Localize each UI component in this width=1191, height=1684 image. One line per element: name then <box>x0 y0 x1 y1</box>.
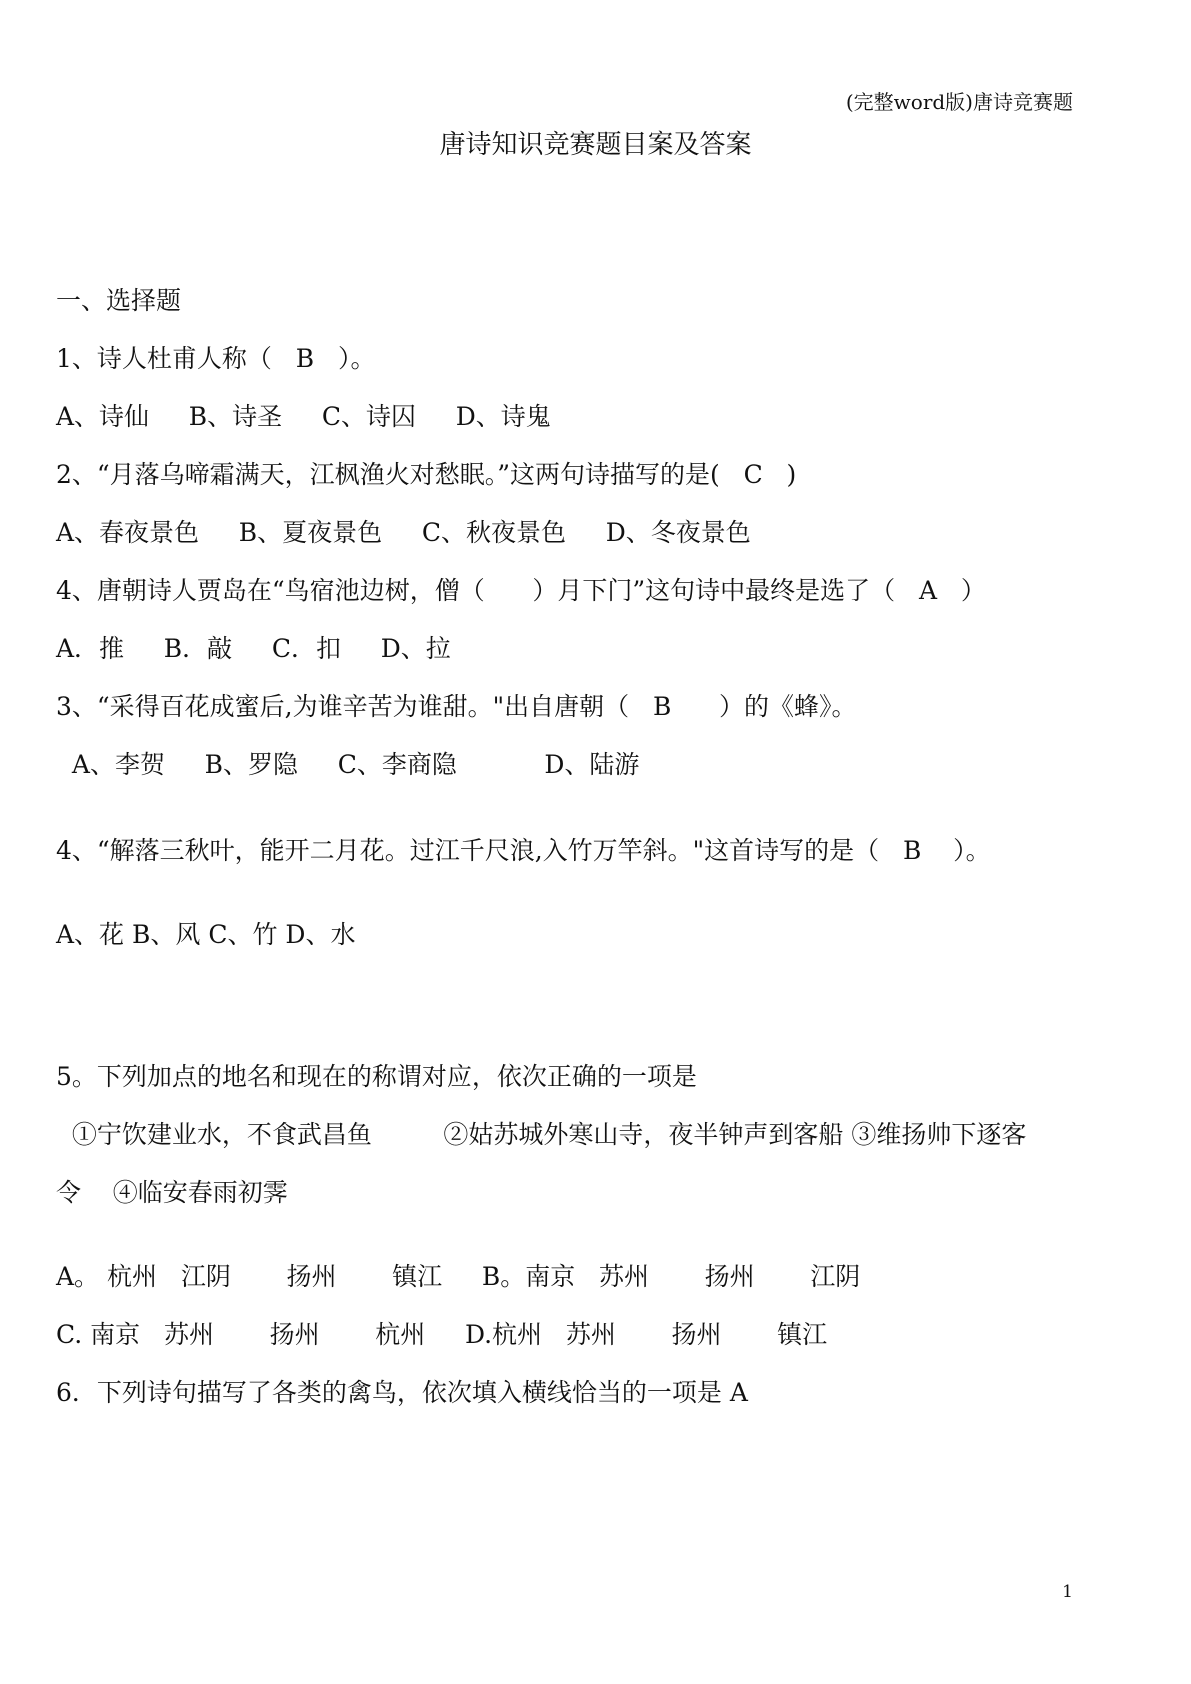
question-1: 1、诗人杜甫人称（ B ）。 <box>56 344 376 373</box>
question-5-items-line-2: 令 ④临安春雨初霁 <box>56 1178 288 1207</box>
question-5: 5。下列加点的地名和现在的称谓对应，依次正确的一项是 <box>56 1062 697 1091</box>
question-1-options: A、诗仙 B、诗圣 C、诗囚 D、诗鬼 <box>56 402 551 431</box>
page-number: 1 <box>1062 1582 1073 1602</box>
question-2: 2、“月落乌啼霜满天，江枫渔火对愁眠。”这两句诗描写的是( C ) <box>56 460 797 489</box>
question-2-options: A、春夜景色 B、夏夜景色 C、秋夜景色 D、冬夜景色 <box>56 518 751 547</box>
question-4a: 4、唐朝诗人贾岛在“鸟宿池边树，僧（ ）月下门”这句诗中最终是选了（ A ） <box>56 576 986 605</box>
question-4a-options: A．推 B．敲 C．扣 D、拉 <box>56 634 451 663</box>
section-heading: 一、选择题 <box>56 286 182 315</box>
question-3-options: A、李贺 B、罗隐 C、李商隐 D、陆游 <box>56 750 640 779</box>
question-5-options-ab: A。 杭州 江阴 扬州 镇江 B。南京 苏州 扬州 江阴 <box>56 1262 861 1291</box>
question-4b: 4、“解落三秋叶，能开二月花。过江千尺浪,入竹万竿斜。"这首诗写的是（ B ）。 <box>56 836 991 865</box>
question-5-items-line-1: ①宁饮建业水，不食武昌鱼 ②姑苏城外寒山寺，夜半钟声到客船 ③维扬帅下逐客 <box>56 1120 1027 1149</box>
header-note: (完整word版)唐诗竞赛题 <box>845 90 1073 114</box>
document-title: 唐诗知识竞赛题目案及答案 <box>439 130 752 160</box>
question-3: 3、“采得百花成蜜后,为谁辛苦为谁甜。"出自唐朝（ B ）的《蜂》。 <box>56 692 857 721</box>
question-5-options-cd: C. 南京 苏州 扬州 杭州 D.杭州 苏州 扬州 镇江 <box>56 1320 828 1349</box>
question-6: 6．下列诗句描写了各类的禽鸟，依次填入横线恰当的一项是 A <box>56 1378 748 1407</box>
question-4b-options: A、花 B、风 C、竹 D、水 <box>56 920 356 949</box>
